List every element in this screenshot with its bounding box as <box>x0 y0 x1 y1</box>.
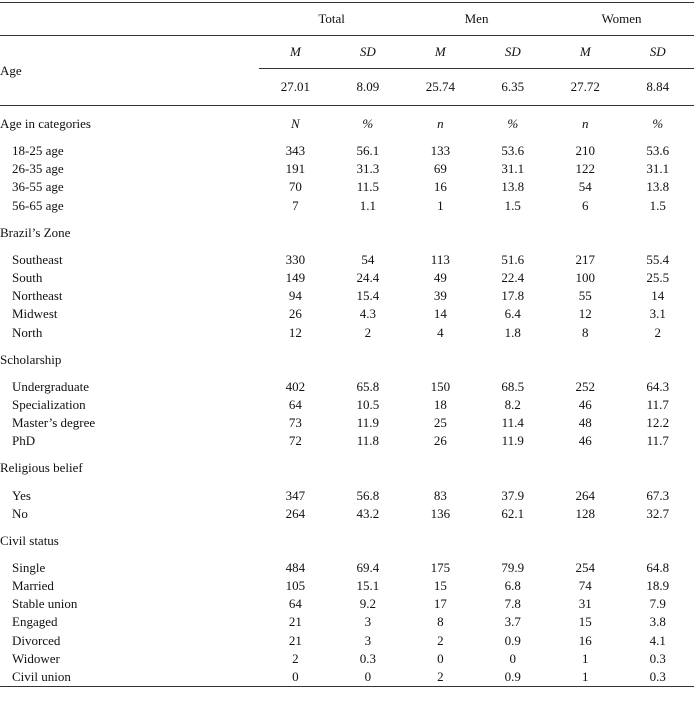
table-row <box>0 414 694 432</box>
table-row <box>0 197 694 215</box>
row-value-cell: 150 <box>430 378 451 394</box>
row-value-cell: 31.3 <box>356 161 380 177</box>
row-value-cell: 26 <box>288 306 302 322</box>
row-value-cell: 54 <box>578 179 592 195</box>
row-value-cell: 56.8 <box>356 487 380 503</box>
age-value-cell: 8.09 <box>332 69 404 106</box>
empty-cell <box>477 450 549 486</box>
row-value-cell: 15 <box>433 578 447 594</box>
row-value-cell: 8 <box>437 614 444 630</box>
table-row <box>0 305 694 323</box>
row-value-cell: 22.4 <box>501 270 525 286</box>
row-label: 26-35 age <box>12 161 64 177</box>
row-label: Master’s degree <box>12 415 96 431</box>
section-header-row <box>0 450 694 486</box>
row-label: Married <box>12 578 54 594</box>
row-label: Widower <box>12 650 60 666</box>
row-value-cell: 56.1 <box>356 143 380 159</box>
empty-cell <box>477 215 549 251</box>
row-value-cell: 12 <box>578 306 592 322</box>
row-value-cell: 4.3 <box>359 306 376 322</box>
row-value-cell: 68.5 <box>501 378 525 394</box>
row-value-cell: 72 <box>288 433 302 449</box>
row-value-cell: 136 <box>430 505 451 521</box>
row-label: Undergraduate <box>12 378 90 394</box>
row-value-cell: 64.8 <box>646 559 670 575</box>
empty-cell <box>621 342 694 378</box>
row-value-cell: 402 <box>285 378 306 394</box>
empty-cell <box>549 450 621 486</box>
age-value-cell: 8.84 <box>621 69 694 106</box>
empty-cell <box>477 342 549 378</box>
row-value-cell: 11.5 <box>356 179 379 195</box>
age-value-cell: 27.01 <box>259 69 331 106</box>
row-value-cell: 16 <box>433 179 447 195</box>
group-header-row <box>0 3 694 36</box>
row-label: Midwest <box>12 306 58 322</box>
table-row <box>0 559 694 577</box>
row-label: Southeast <box>12 251 63 267</box>
row-label: Divorced <box>12 632 61 648</box>
row-value-cell: 11.9 <box>356 415 379 431</box>
row-value-cell: 24.4 <box>356 270 380 286</box>
table-row <box>0 613 694 631</box>
row-value-cell: 7.8 <box>504 596 521 612</box>
row-value-cell: 15.4 <box>356 288 380 304</box>
row-value-cell: 14 <box>651 288 665 304</box>
row-value-cell: 43.2 <box>356 505 380 521</box>
empty-cell <box>404 342 476 378</box>
table-row <box>0 396 694 414</box>
row-value-cell: 343 <box>285 143 306 159</box>
group-header-men: Men <box>404 3 549 36</box>
row-value-cell: 94 <box>288 288 302 304</box>
row-value-cell: 7 <box>292 197 299 213</box>
row-value-cell: 55 <box>578 288 592 304</box>
table-row <box>0 650 694 668</box>
row-value-cell: 347 <box>285 487 306 503</box>
row-label: No <box>12 505 28 521</box>
sub-header-cell: SD <box>332 36 404 69</box>
section-sub-header-cell: n <box>582 116 589 131</box>
table-row <box>0 287 694 305</box>
table-row <box>0 142 694 160</box>
row-value-cell: 7.9 <box>649 596 666 612</box>
table-body <box>0 3 694 687</box>
row-value-cell: 3 <box>364 632 372 648</box>
row-label: Stable union <box>12 596 78 612</box>
row-value-cell: 11.4 <box>501 415 524 431</box>
row-value-cell: 105 <box>285 578 306 594</box>
row-value-cell: 13.8 <box>501 179 525 195</box>
row-value-cell: 16 <box>578 632 592 648</box>
row-value-cell: 6.8 <box>504 578 521 594</box>
row-value-cell: 1.5 <box>649 197 666 213</box>
table-row <box>0 505 694 523</box>
row-value-cell: 11.7 <box>646 433 669 449</box>
section-header-row <box>0 523 694 559</box>
row-value-cell: 1 <box>437 197 444 213</box>
row-value-cell: 191 <box>285 161 306 177</box>
sub-header-cell: M <box>549 36 621 69</box>
row-value-cell: 64 <box>288 396 302 412</box>
row-value-cell: 53.6 <box>646 143 670 159</box>
row-value-cell: 31 <box>578 596 592 612</box>
row-value-cell: 254 <box>575 559 595 575</box>
row-value-cell: 122 <box>575 161 595 177</box>
row-value-cell: 53.6 <box>501 143 525 159</box>
empty-cell <box>404 523 476 559</box>
section-title: Age in categories <box>0 116 91 131</box>
row-value-cell: 330 <box>285 251 306 267</box>
row-value-cell: 32.7 <box>646 505 670 521</box>
row-value-cell: 3.1 <box>649 306 666 322</box>
group-header-total: Total <box>259 3 404 36</box>
row-value-cell: 12 <box>288 324 302 340</box>
row-value-cell: 31.1 <box>646 161 670 177</box>
row-value-cell: 55.4 <box>646 251 670 267</box>
empty-cell <box>404 215 476 251</box>
header-empty-cell <box>0 3 259 36</box>
row-value-cell: 3.7 <box>504 614 521 630</box>
row-value-cell: 217 <box>575 251 595 267</box>
empty-cell <box>549 523 621 559</box>
section-sub-header-cell: % <box>362 116 374 131</box>
row-value-cell: 21 <box>288 632 302 648</box>
row-value-cell: 10.5 <box>356 396 380 412</box>
row-label: North <box>12 324 43 340</box>
empty-cell <box>477 523 549 559</box>
row-value-cell: 15 <box>578 614 592 630</box>
section-sub-header-cell: % <box>507 116 519 131</box>
section-title: Scholarship <box>0 351 62 367</box>
row-value-cell: 51.6 <box>501 251 525 267</box>
row-label: Northeast <box>12 288 63 304</box>
table-row <box>0 577 694 595</box>
row-value-cell: 8 <box>582 324 589 340</box>
row-value-cell: 46 <box>578 396 592 412</box>
row-value-cell: 15.1 <box>356 578 380 594</box>
row-value-cell: 11.8 <box>356 433 379 449</box>
row-label: South <box>12 270 43 286</box>
row-value-cell: 18.9 <box>646 578 670 594</box>
row-value-cell: 6 <box>582 197 589 213</box>
empty-cell <box>332 342 404 378</box>
row-value-cell: 100 <box>575 270 595 286</box>
row-value-cell: 0.3 <box>359 650 376 666</box>
row-value-cell: 6.4 <box>504 306 521 322</box>
row-value-cell: 3.8 <box>649 614 666 630</box>
row-value-cell: 0 <box>332 668 404 687</box>
section-sub-header-cell: % <box>652 116 664 131</box>
row-value-cell: 69.4 <box>356 559 380 575</box>
empty-cell <box>549 342 621 378</box>
table-row <box>0 160 694 178</box>
row-value-cell: 113 <box>430 251 450 267</box>
row-label: Yes <box>12 487 31 503</box>
empty-cell <box>259 215 331 251</box>
row-value-cell: 0.3 <box>649 650 666 666</box>
row-value-cell: 64 <box>288 596 302 612</box>
row-value-cell: 54 <box>361 251 375 267</box>
row-value-cell: 1.5 <box>504 197 521 213</box>
row-value-cell: 69 <box>433 161 447 177</box>
row-value-cell: 0 <box>437 650 444 666</box>
table-row <box>0 486 694 504</box>
row-label: Engaged <box>12 614 58 630</box>
row-value-cell: 13.8 <box>646 179 670 195</box>
row-value-cell: 48 <box>578 415 592 431</box>
row-value-cell: 149 <box>285 270 306 286</box>
row-value-cell: 12.2 <box>646 415 670 431</box>
row-value-cell: 79.9 <box>501 559 525 575</box>
row-value-cell: 0.9 <box>477 668 549 687</box>
row-value-cell: 252 <box>575 378 595 394</box>
age-value-cell: 6.35 <box>477 69 549 106</box>
sub-header-cell: M <box>404 36 476 69</box>
table-row <box>0 378 694 396</box>
row-label: 18-25 age <box>12 143 64 159</box>
row-label: Civil union <box>0 668 259 687</box>
row-value-cell: 14 <box>433 306 447 322</box>
row-value-cell: 11.7 <box>646 396 669 412</box>
row-value-cell: 37.9 <box>501 487 525 503</box>
row-value-cell: 26 <box>433 433 447 449</box>
empty-cell <box>332 450 404 486</box>
section-header-row <box>0 106 694 143</box>
row-value-cell: 46 <box>578 433 592 449</box>
row-value-cell: 2 <box>437 632 444 648</box>
row-value-cell: 25 <box>433 415 447 431</box>
empty-cell <box>621 523 694 559</box>
empty-cell <box>549 215 621 251</box>
row-label: 36-55 age <box>12 179 64 195</box>
section-header-row <box>0 342 694 378</box>
row-value-cell: 18 <box>433 396 447 412</box>
row-value-cell: 25.5 <box>646 270 670 286</box>
empty-cell <box>404 450 476 486</box>
row-value-cell: 2 <box>364 324 372 340</box>
empty-cell <box>621 450 694 486</box>
age-label: Age <box>0 36 259 106</box>
row-label: 56-65 age <box>12 197 64 213</box>
row-value-cell: 2 <box>654 324 661 340</box>
row-label: Single <box>12 559 46 575</box>
demographics-table <box>0 2 694 687</box>
section-title: Civil status <box>0 532 59 548</box>
row-value-cell: 31.1 <box>501 161 525 177</box>
row-value-cell: 484 <box>285 559 306 575</box>
age-subheader-row <box>0 36 694 69</box>
section-sub-header-cell: n <box>437 116 444 131</box>
empty-cell <box>332 523 404 559</box>
empty-cell <box>259 342 331 378</box>
row-value-cell: 39 <box>433 288 447 304</box>
table-row <box>0 632 694 650</box>
row-value-cell: 2 <box>404 668 476 687</box>
row-value-cell: 4.1 <box>649 632 666 648</box>
table-row <box>0 251 694 269</box>
section-header-row <box>0 215 694 251</box>
row-value-cell: 1.8 <box>504 324 521 340</box>
row-value-cell: 17.8 <box>501 288 525 304</box>
sub-header-cell: SD <box>621 36 694 69</box>
age-value-cell: 27.72 <box>549 69 621 106</box>
group-header-women: Women <box>549 3 694 36</box>
row-value-cell: 264 <box>285 505 306 521</box>
empty-cell <box>621 215 694 251</box>
row-value-cell: 83 <box>433 487 447 503</box>
row-value-cell: 3 <box>364 614 372 630</box>
row-value-cell: 73 <box>288 415 302 431</box>
row-value-cell: 21 <box>288 614 302 630</box>
row-value-cell: 1 <box>549 668 621 687</box>
row-value-cell: 9.2 <box>359 596 376 612</box>
section-title: Brazil’s Zone <box>0 224 71 240</box>
table-row <box>0 595 694 613</box>
table-row <box>0 324 694 342</box>
row-value-cell: 49 <box>433 270 447 286</box>
row-value-cell: 70 <box>288 179 302 195</box>
row-value-cell: 210 <box>575 143 595 159</box>
table-row <box>0 178 694 196</box>
row-label: Specialization <box>12 396 86 412</box>
row-value-cell: 133 <box>430 143 451 159</box>
sub-header-cell: M <box>259 36 331 69</box>
row-value-cell: 175 <box>430 559 451 575</box>
row-value-cell: 8.2 <box>504 396 521 412</box>
empty-cell <box>259 523 331 559</box>
table-row <box>0 269 694 287</box>
section-sub-header-cell: N <box>291 116 300 131</box>
sub-header-cell: SD <box>477 36 549 69</box>
row-value-cell: 2 <box>292 650 299 666</box>
row-value-cell: 64.3 <box>646 378 670 394</box>
row-value-cell: 264 <box>575 487 595 503</box>
table-row <box>0 432 694 450</box>
table-row <box>0 668 694 687</box>
row-value-cell: 62.1 <box>501 505 525 521</box>
row-value-cell: 11.9 <box>501 433 524 449</box>
row-value-cell: 0.3 <box>621 668 694 687</box>
row-value-cell: 67.3 <box>646 487 670 503</box>
row-value-cell: 0 <box>259 668 331 687</box>
row-value-cell: 65.8 <box>356 378 380 394</box>
row-value-cell: 1.1 <box>359 197 376 213</box>
row-value-cell: 0.9 <box>504 632 521 648</box>
section-title: Religious belief <box>0 460 83 476</box>
empty-cell <box>259 450 331 486</box>
row-value-cell: 74 <box>578 578 592 594</box>
row-label: PhD <box>12 433 36 449</box>
row-value-cell: 17 <box>433 596 447 612</box>
row-value-cell: 4 <box>437 324 444 340</box>
empty-cell <box>332 215 404 251</box>
row-value-cell: 128 <box>575 505 595 521</box>
row-value-cell: 1 <box>582 650 589 666</box>
age-value-cell: 25.74 <box>404 69 476 106</box>
row-value-cell: 0 <box>509 650 517 666</box>
